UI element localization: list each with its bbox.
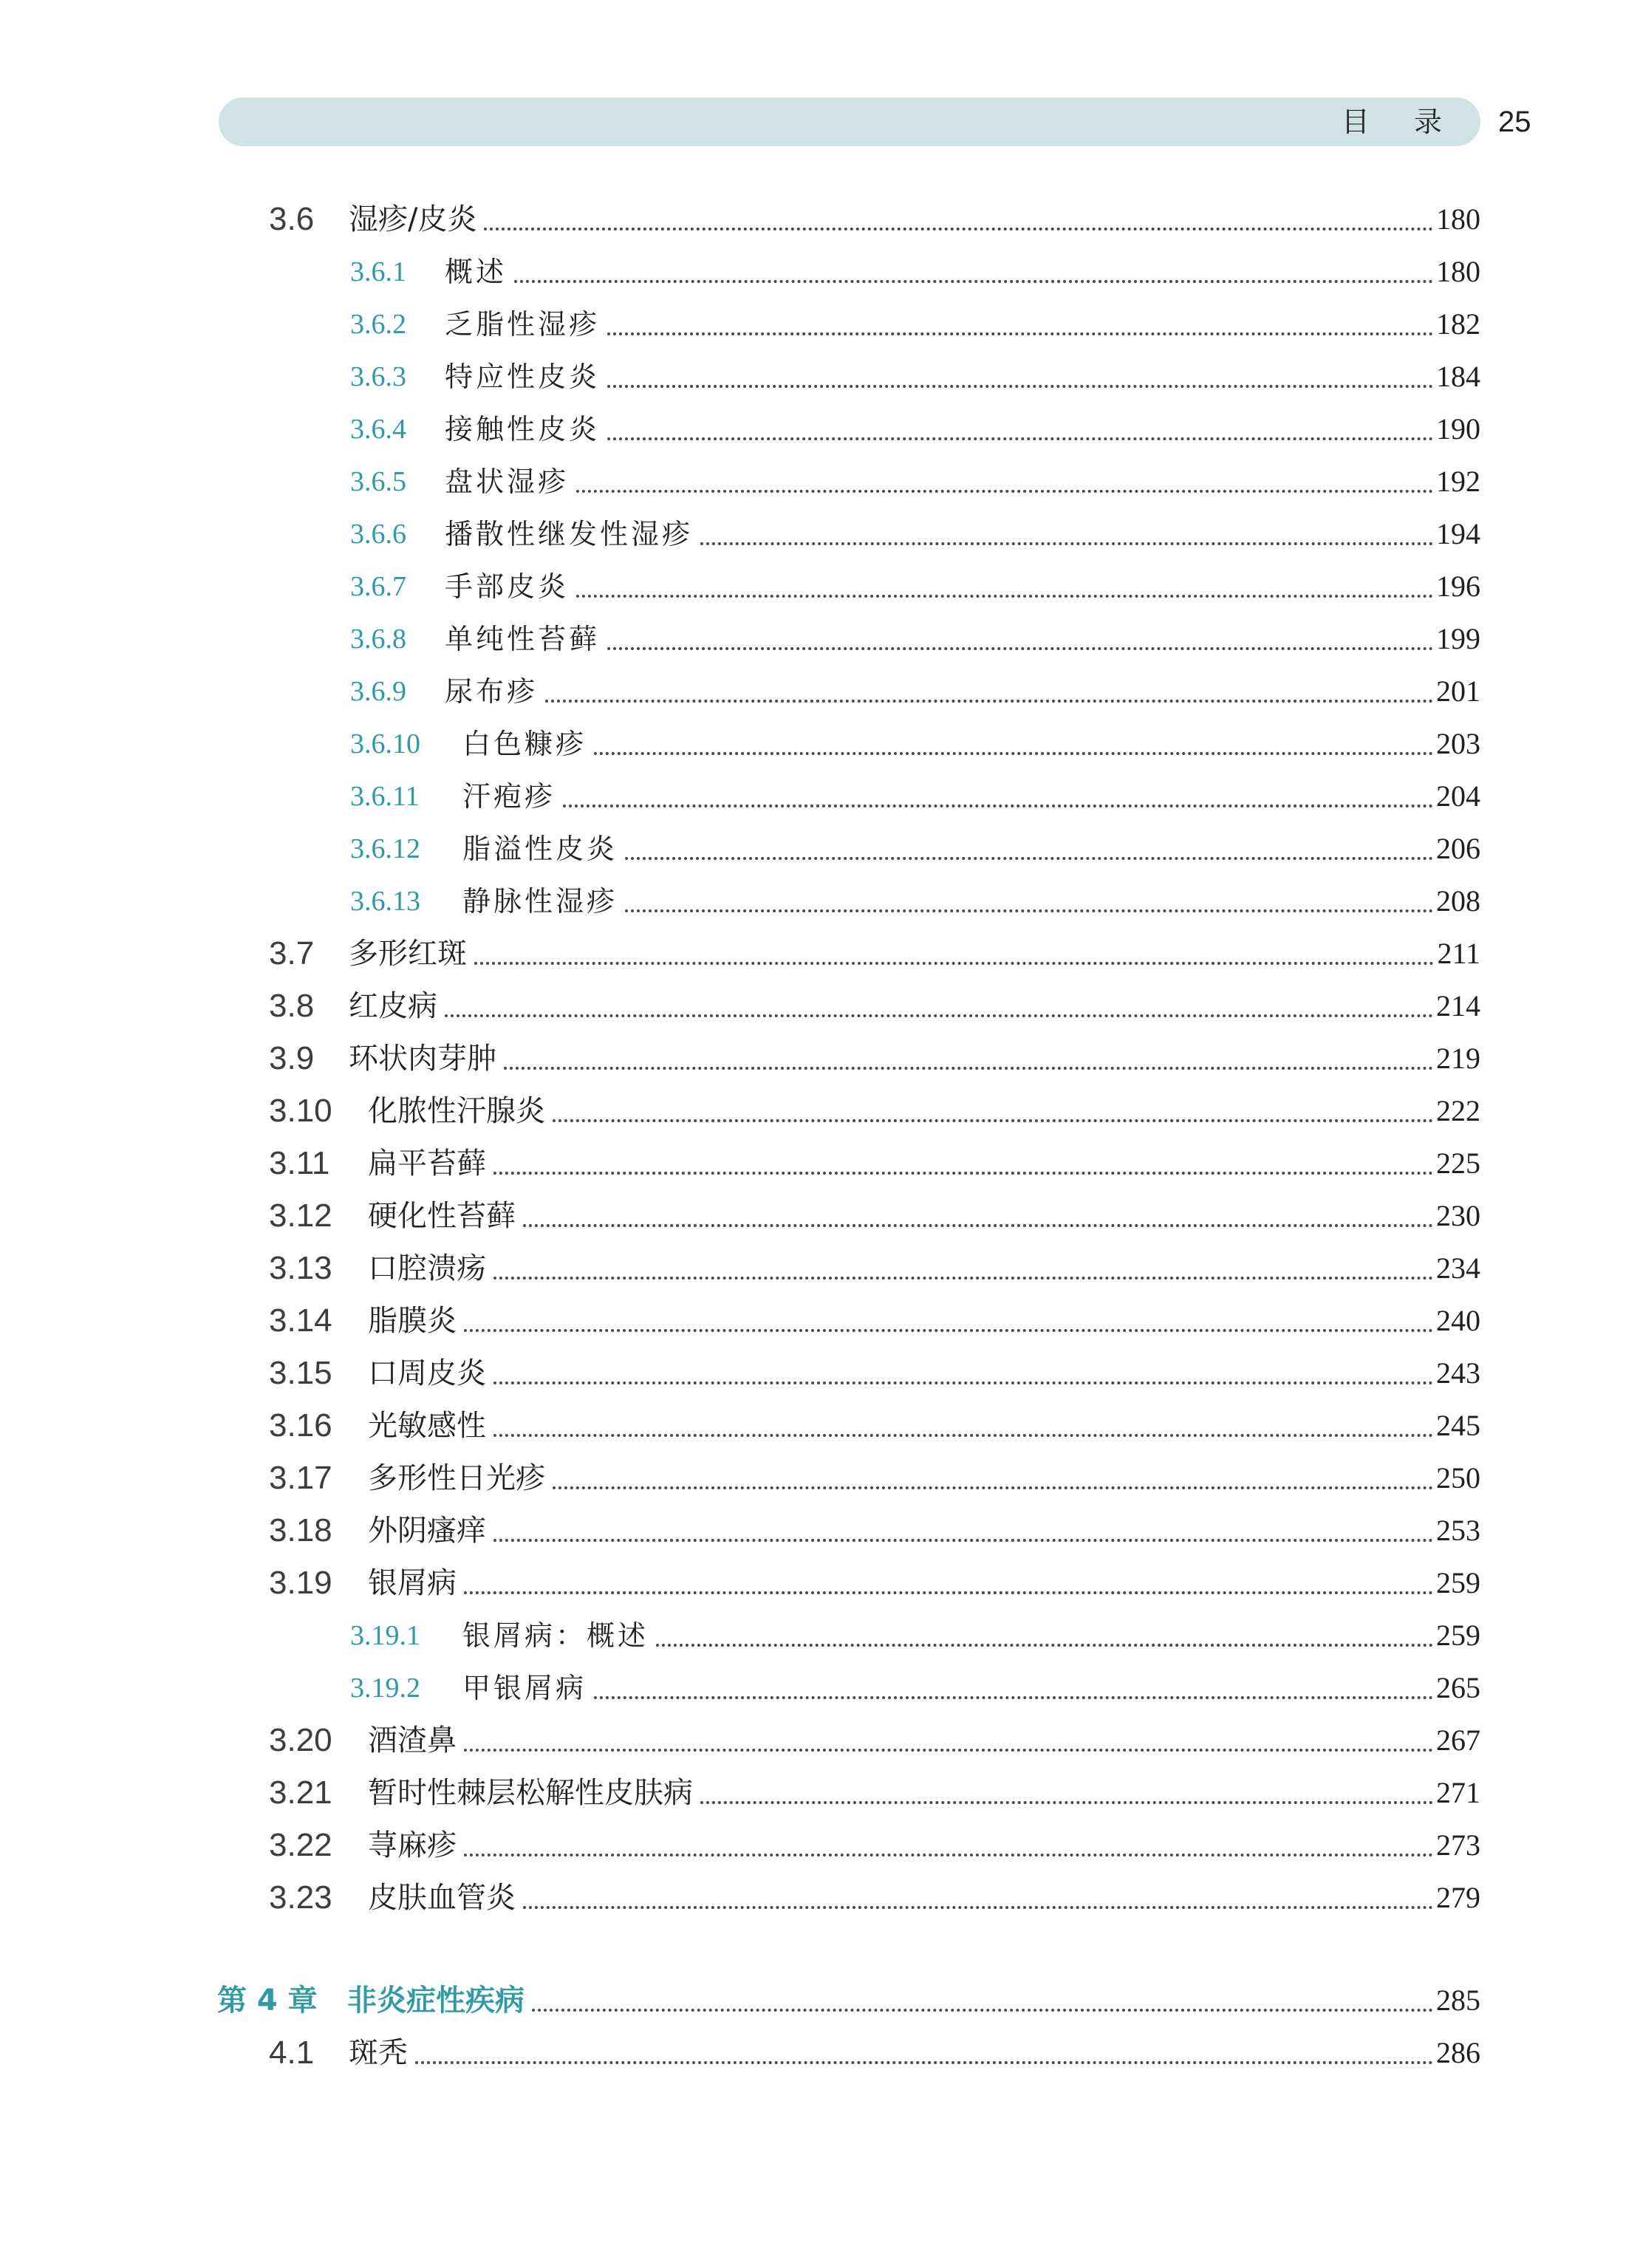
toc-entry-page: 219 <box>1436 1042 1480 1075</box>
toc-entry-number: 3.15 <box>269 1355 332 1391</box>
toc-entry-number: 3.6.2 <box>350 309 406 340</box>
dot-leader <box>464 1295 1433 1332</box>
dot-leader <box>532 1975 1433 2012</box>
toc-entry-row[interactable] <box>0 1557 1640 1609</box>
toc-entry-row[interactable] <box>0 351 1640 403</box>
toc-entry-row[interactable] <box>0 1400 1640 1452</box>
dot-leader <box>545 666 1433 703</box>
dot-leader <box>445 980 1433 1017</box>
toc-entry-number: 3.6.10 <box>350 728 420 759</box>
toc-entry-page: 286 <box>1436 2036 1480 2069</box>
toc-entry-number: 3.23 <box>269 1879 332 1916</box>
toc-entry-page: 204 <box>1436 779 1480 813</box>
toc-entry-row[interactable] <box>0 1820 1640 1871</box>
toc-entry-title: 乏脂性湿疹 <box>445 308 601 341</box>
toc-entry-title: 口周皮炎 <box>368 1356 486 1390</box>
toc-entry-page: 234 <box>1436 1251 1480 1285</box>
dot-leader <box>700 508 1433 545</box>
toc-entry-title: 银屑病 <box>368 1566 457 1600</box>
toc-entry-row[interactable] <box>0 1190 1640 1242</box>
toc-entry-page: 250 <box>1436 1461 1480 1495</box>
dot-leader <box>607 403 1433 440</box>
toc-entry-page: 285 <box>1436 1984 1480 2017</box>
toc-entry-page: 222 <box>1436 1094 1480 1127</box>
toc-entry-row[interactable] <box>0 403 1640 455</box>
toc-entry-page: 259 <box>1436 1619 1480 1652</box>
toc-entry-title: 口腔溃疡 <box>368 1251 486 1285</box>
toc-entry-number: 3.6.13 <box>350 886 420 917</box>
toc-entry-number: 4.1 <box>269 2035 315 2071</box>
toc-entry-title: 荨麻疹 <box>368 1828 457 1862</box>
dot-leader <box>493 1138 1433 1175</box>
toc-entry-number: 3.6.5 <box>350 466 406 497</box>
toc-entry-page: 271 <box>1436 1776 1480 1809</box>
toc-entry-title: 脂溢性皮炎 <box>462 833 618 865</box>
dot-leader <box>625 875 1433 912</box>
toc-entry-number: 3.6.3 <box>350 361 406 392</box>
toc-entry-number: 3.6.4 <box>350 414 406 445</box>
toc-entry-row[interactable] <box>0 508 1640 560</box>
toc-entry-number: 3.19 <box>269 1565 332 1601</box>
toc-entry-row[interactable] <box>0 613 1640 665</box>
toc-entry-page: 203 <box>1436 727 1480 760</box>
dot-leader <box>607 351 1433 388</box>
toc-entry-number: 3.14 <box>269 1302 332 1339</box>
toc-entry-number: 3.6.7 <box>350 571 406 602</box>
toc-entry-title: 盘状湿疹 <box>445 465 570 498</box>
toc-entry-title: 光敏感性 <box>368 1409 486 1443</box>
toc-entry-number: 3.7 <box>269 935 315 971</box>
toc-entry-row[interactable] <box>0 1872 1640 1924</box>
toc-entry-row[interactable] <box>0 875 1640 927</box>
toc-entry-page: 182 <box>1436 307 1480 341</box>
toc-entry-row[interactable] <box>0 1715 1640 1766</box>
toc-entry-title: 特应性皮炎 <box>445 361 601 393</box>
toc-entry-title: 硬化性苔藓 <box>368 1199 516 1233</box>
toc-entry-row[interactable] <box>0 1452 1640 1504</box>
toc-entry-row[interactable] <box>0 298 1640 350</box>
toc-entry-number: 3.6.6 <box>350 519 406 550</box>
toc-entry-number: 3.17 <box>269 1460 332 1496</box>
toc-entry-row[interactable] <box>0 823 1640 875</box>
toc-entry-number: 3.9 <box>269 1040 315 1076</box>
dot-leader <box>464 1557 1433 1594</box>
dot-leader <box>415 2027 1433 2064</box>
toc-entry-page: 192 <box>1436 465 1480 498</box>
toc-entry-title: 汗疱疹 <box>462 780 556 813</box>
toc-entry-title: 白色糠疹 <box>462 728 587 760</box>
page-number: 25 <box>1498 106 1531 138</box>
dot-leader <box>464 1820 1433 1857</box>
toc-entry-row[interactable] <box>0 1610 1640 1661</box>
toc-entry-page: 180 <box>1436 202 1480 236</box>
toc-entry-page: 211 <box>1437 937 1480 970</box>
toc-entry-number: 3.8 <box>269 988 315 1024</box>
dot-leader <box>514 246 1433 283</box>
toc-entry-row[interactable] <box>0 771 1640 822</box>
dot-leader <box>656 1610 1433 1647</box>
toc-entry-number: 3.19.2 <box>350 1673 420 1704</box>
dot-leader <box>523 1190 1433 1227</box>
toc-entry-title: 皮肤血管炎 <box>368 1881 516 1915</box>
toc-entry-row[interactable] <box>0 1662 1640 1714</box>
toc-entry-number: 3.10 <box>269 1093 332 1129</box>
dot-leader <box>464 1715 1433 1752</box>
toc-entry-page: 194 <box>1436 517 1480 550</box>
dot-leader <box>576 561 1433 598</box>
toc-entry-number: 3.19.1 <box>350 1620 420 1651</box>
toc-entry-page: 240 <box>1436 1304 1480 1337</box>
toc-entry-title: 扁平苔藓 <box>368 1147 486 1181</box>
dot-leader <box>553 1085 1433 1122</box>
toc-entry-number: 3.6.8 <box>350 624 406 655</box>
toc-entry-number: 3.20 <box>269 1722 332 1758</box>
toc-entry-row[interactable] <box>0 1138 1640 1189</box>
toc-entry-number: 3.6.12 <box>350 833 420 864</box>
toc-entry-row[interactable] <box>0 456 1640 508</box>
dot-leader <box>504 1033 1433 1070</box>
dot-leader <box>493 1400 1433 1437</box>
dot-leader <box>576 456 1433 493</box>
dot-leader <box>484 194 1433 230</box>
toc-entry-page: 208 <box>1436 884 1480 918</box>
toc-entry-row[interactable] <box>0 666 1640 717</box>
toc-entry-page: 206 <box>1436 832 1480 865</box>
toc-entry-number: 3.12 <box>269 1198 332 1234</box>
toc-entry-number: 3.16 <box>269 1407 332 1444</box>
toc-entry-row[interactable] <box>0 194 1640 245</box>
toc-entry-number: 3.13 <box>269 1250 332 1286</box>
toc-entry-row[interactable] <box>0 2027 1640 2079</box>
toc-entry-row[interactable] <box>0 246 1640 298</box>
toc-entry-row[interactable] <box>0 980 1640 1032</box>
toc-entry-number: 3.18 <box>269 1512 332 1548</box>
toc-entry-title: 脂膜炎 <box>368 1304 457 1338</box>
toc-entry-row[interactable] <box>0 561 1640 612</box>
dot-leader <box>625 823 1433 860</box>
toc-entry-title: 湿疹/皮炎 <box>349 202 477 236</box>
toc-entry-row[interactable] <box>0 1505 1640 1557</box>
toc-entry-number: 3.6.1 <box>350 256 406 287</box>
toc-entry-page: 273 <box>1436 1828 1480 1862</box>
toc-entry-row[interactable] <box>0 1085 1640 1137</box>
toc-entry-number: 第 4 章 <box>217 1984 318 2018</box>
toc-entry-row[interactable] <box>0 1295 1640 1347</box>
toc-entry-page: 214 <box>1436 989 1480 1022</box>
dot-leader <box>493 1348 1433 1384</box>
toc-entry-page: 196 <box>1436 570 1480 603</box>
toc-entry-page: 265 <box>1436 1671 1480 1704</box>
toc-entry-page: 279 <box>1436 1881 1480 1914</box>
header-title: 目 录 <box>1341 106 1460 138</box>
toc-entry-title: 静脉性湿疹 <box>462 885 618 918</box>
toc-entry-title: 红皮病 <box>349 989 437 1023</box>
toc-entry-page: 267 <box>1436 1724 1480 1757</box>
dot-leader <box>700 1767 1433 1804</box>
toc-entry-title: 概述 <box>445 256 508 288</box>
toc-entry-page: 184 <box>1436 360 1480 393</box>
toc-entry-title: 化脓性汗腺炎 <box>368 1094 545 1128</box>
toc-entry-title: 外阴瘙痒 <box>368 1514 486 1548</box>
dot-leader <box>553 1452 1433 1489</box>
toc-entry-page: 201 <box>1436 674 1480 708</box>
dot-leader <box>563 771 1433 807</box>
toc-entry-title: 环状肉芽肿 <box>349 1042 496 1076</box>
toc-entry-row[interactable] <box>0 1767 1640 1819</box>
toc-entry-row[interactable] <box>0 1033 1640 1085</box>
toc-entry-page: 180 <box>1436 255 1480 288</box>
dot-leader <box>493 1243 1433 1280</box>
toc-entry-title: 银屑病：概述 <box>462 1619 649 1652</box>
toc-entry-page: 225 <box>1436 1147 1480 1180</box>
toc-entry-row[interactable] <box>0 928 1640 980</box>
toc-entry-title: 尿布疹 <box>445 675 539 708</box>
dot-leader <box>594 718 1433 755</box>
toc-chapter-row[interactable] <box>0 1975 1640 2026</box>
toc-entry-title: 手部皮炎 <box>445 570 570 603</box>
toc-entry-page: 190 <box>1436 412 1480 445</box>
toc-entry-title: 单纯性苔藓 <box>445 623 601 655</box>
toc-entry-row[interactable] <box>0 718 1640 770</box>
toc-entry-title: 非炎症性疾病 <box>347 1984 525 2018</box>
toc-entry-title: 接触性皮炎 <box>445 413 601 445</box>
toc-entry-page: 245 <box>1436 1409 1480 1442</box>
dot-leader <box>594 1662 1433 1699</box>
toc-entry-title: 多形性日光疹 <box>368 1461 545 1495</box>
toc-entry-page: 243 <box>1436 1356 1480 1390</box>
toc-entry-number: 3.6.9 <box>350 676 406 707</box>
toc-entry-number: 3.11 <box>269 1145 330 1181</box>
dot-leader <box>607 613 1433 650</box>
toc-entry-page: 253 <box>1436 1514 1480 1547</box>
toc-entry-title: 播散性继发性湿疹 <box>445 518 694 550</box>
toc-entry-title: 暂时性棘层松解性皮肤病 <box>368 1776 693 1810</box>
toc-entry-page: 259 <box>1436 1566 1480 1599</box>
toc-entry-row[interactable] <box>0 1348 1640 1399</box>
dot-leader <box>474 928 1434 965</box>
toc-entry-number: 3.6 <box>269 201 315 237</box>
dot-leader <box>493 1505 1433 1542</box>
toc-entry-number: 3.21 <box>269 1775 332 1811</box>
toc-entry-number: 3.22 <box>269 1827 332 1863</box>
toc-entry-page: 230 <box>1436 1199 1480 1232</box>
toc-entry-title: 斑秃 <box>349 2036 408 2070</box>
toc-entry-row[interactable] <box>0 1243 1640 1294</box>
toc-entry-title: 多形红斑 <box>349 937 467 971</box>
toc-entry-title: 酒渣鼻 <box>368 1724 457 1758</box>
dot-leader <box>523 1872 1433 1909</box>
toc-entry-page: 199 <box>1436 622 1480 655</box>
dot-leader <box>607 298 1433 335</box>
toc-entry-title: 甲银屑病 <box>462 1672 587 1704</box>
toc-entry-number: 3.6.11 <box>350 781 420 812</box>
